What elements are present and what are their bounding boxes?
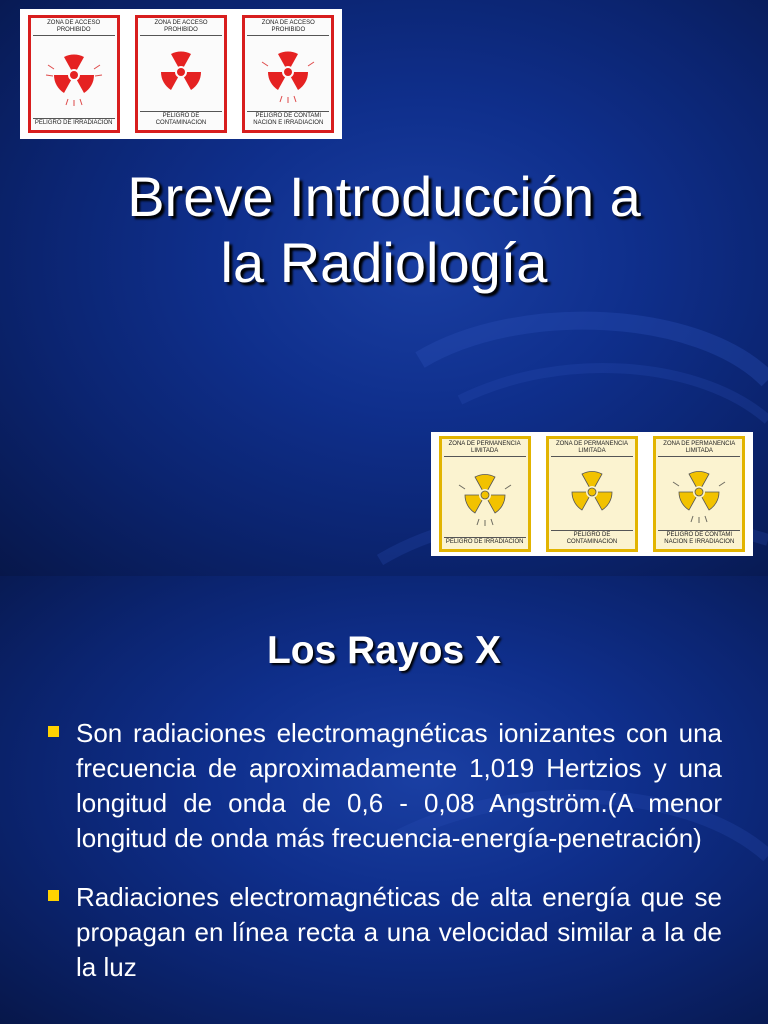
sign-header: ZONA DE PERMANENCIA LIMITADA	[444, 441, 526, 457]
sign-header: ZONA DE ACCESO PROHIBIDO	[140, 20, 222, 36]
caution-sign-contamination	[546, 436, 638, 552]
radiation-trefoil-icon	[667, 462, 731, 526]
radiation-trefoil-icon	[42, 45, 106, 109]
radiation-trefoil-icon	[560, 462, 624, 526]
list-item	[48, 716, 722, 856]
square-bullet-icon	[48, 890, 59, 901]
radiation-trefoil-icon	[256, 42, 320, 106]
sign-footer: PELIGRO DE CONTAMINACION	[551, 530, 633, 546]
limited-stay-signs	[431, 432, 753, 556]
sign-footer: PELIGRO DE CONTAMINACION	[140, 111, 222, 127]
bullet-text: Son radiaciones electromagnéticas ionizantes con una frecuencia de aproximadamente 1,019 Hertzios y una longitud de onda de 0,6 - 0,08 Angström.(A menor longitud de onda más frecuencia-energía-penetración)	[76, 718, 722, 853]
bullet-text: Radiaciones electromagnéticas de alta energía que se propagan en línea recta a una velocidad similar a la de la luz	[76, 882, 722, 982]
radiation-trefoil-icon	[453, 465, 517, 529]
sign-footer: PELIGRO DE CONTAMI NACION E IRRADIACION	[658, 530, 740, 546]
caution-sign-irradiation	[439, 436, 531, 552]
restricted-access-signs	[20, 9, 342, 139]
sign-header: ZONA DE ACCESO PROHIBIDO	[247, 20, 329, 36]
square-bullet-icon	[48, 726, 59, 737]
sign-footer: PELIGRO DE IRRADIACION	[33, 118, 115, 127]
warning-sign-contamination-irradiation	[242, 15, 334, 133]
warning-sign-contamination	[135, 15, 227, 133]
sign-footer: PELIGRO DE IRRADIACION	[444, 537, 526, 546]
slide-title: Breve Introducción a la Radiología	[127, 165, 641, 294]
list-item	[48, 880, 722, 985]
radiation-trefoil-icon	[149, 42, 213, 106]
bullet-list	[48, 716, 722, 1009]
sign-footer: PELIGRO DE CONTAMI NACION E IRRADIACION	[247, 111, 329, 127]
caution-sign-contamination-irradiation	[653, 436, 745, 552]
sign-header: ZONA DE PERMANENCIA LIMITADA	[658, 441, 740, 457]
warning-sign-irradiation	[28, 15, 120, 133]
sign-header: ZONA DE PERMANENCIA LIMITADA	[551, 441, 633, 457]
sign-header: ZONA DE ACCESO PROHIBIDO	[33, 20, 115, 36]
slide-heading: Los Rayos X	[266, 629, 502, 672]
